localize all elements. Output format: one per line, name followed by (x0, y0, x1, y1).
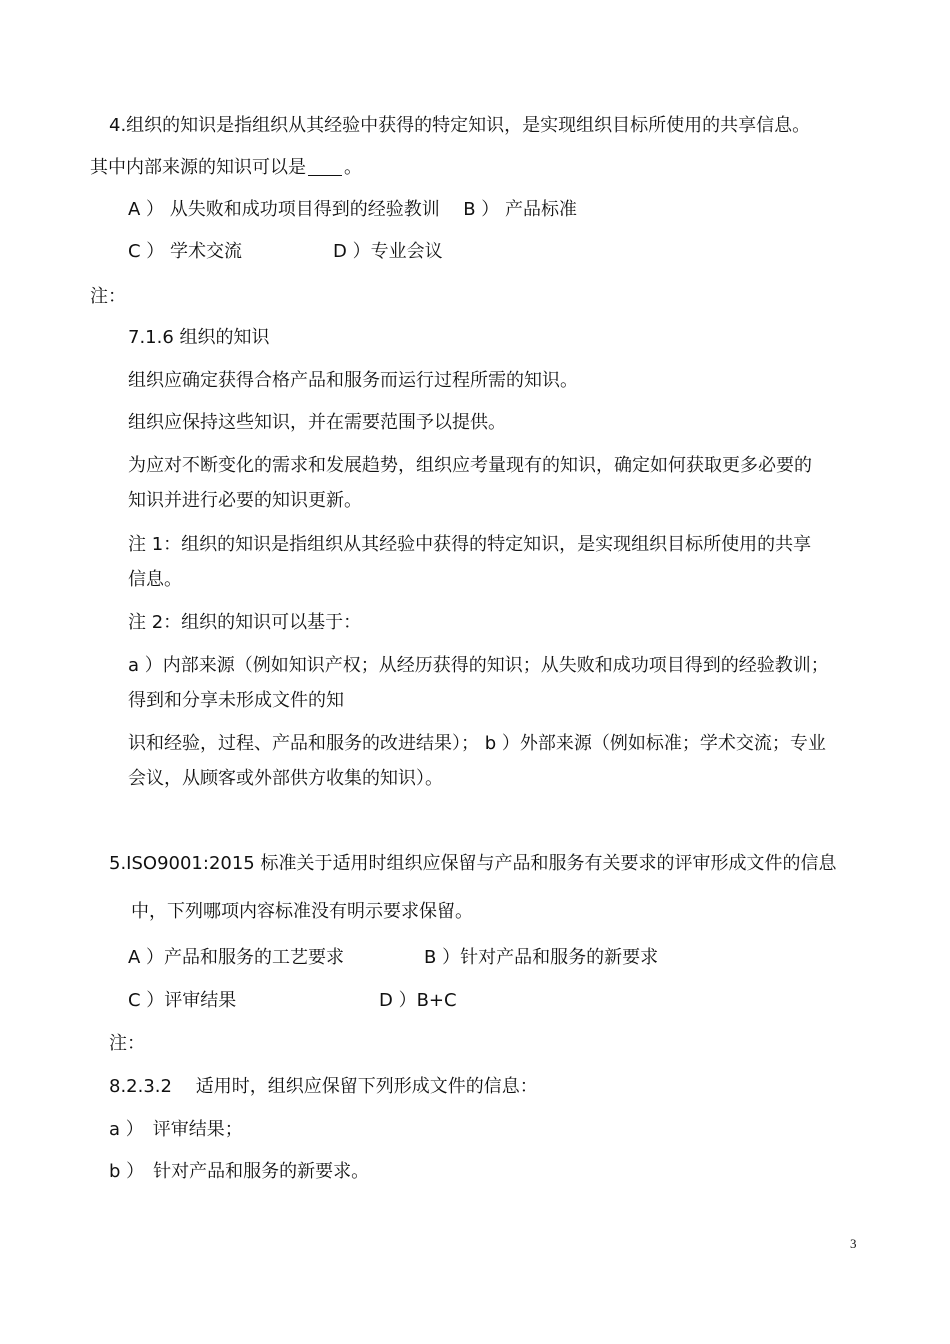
q4-option-b: B ） 产品标准 (463, 199, 578, 220)
q4-note2-a-line3: 识和经验，过程、产品和服务的改进结果）； b ）外部来源（例如标准；学术交流；专业 (128, 733, 826, 754)
q4-stem-line2 (90, 157, 362, 179)
q4-paragraph-2: 组织应保持这些知识，并在需要范围予以提供。 (128, 412, 506, 433)
q5-item-a: a ） 评审结果； (109, 1119, 243, 1140)
q4-note2-a-line2: 得到和分享未形成文件的知 (128, 690, 344, 711)
page-number: 3 (850, 1236, 857, 1251)
q5-clause: 8.2.3.2 适用时，组织应保留下列形成文件的信息： (109, 1076, 538, 1097)
q4-note2-a-line1: a ）内部来源（例如知识产权；从经历获得的知识；从失败和成功项目得到的经验教训； (128, 655, 829, 676)
q5-options-ab (128, 947, 658, 969)
q4-options-ab (128, 199, 577, 221)
q4-note2: 注 2：组织的知识可以基于： (128, 612, 362, 633)
q4-note-label: 注： (90, 286, 126, 307)
q4-note1-line1: 注 1：组织的知识是指组织从其经验中获得的特定知识，是实现组织目标所使用的共享 (128, 534, 812, 555)
q5-options-cd (128, 990, 457, 1012)
q5-option-b: B ）针对产品和服务的新要求 (424, 947, 659, 968)
q4-note2-a-line4: 会议，从顾客或外部供方收集的知识）。 (128, 768, 443, 789)
q4-clause-title: 7.1.6 组织的知识 (128, 327, 270, 348)
q5-stem-line1: 5.ISO9001:2015 标准关于适用时组织应保留与产品和服务有关要求的评审形成文件的信息 (109, 853, 837, 874)
q5-option-a: A ）产品和服务的工艺要求 (128, 947, 345, 968)
q4-paragraph-1: 组织应确定获得合格产品和服务而运行过程所需的知识。 (128, 370, 578, 391)
q4-option-d: D ）专业会议 (333, 241, 443, 262)
q4-paragraph-3-line2: 知识并进行必要的知识更新。 (128, 490, 362, 511)
q4-stem-line1: 4.组织的知识是指组织从其经验中获得的特定知识，是实现组织目标所使用的共享信息。 (109, 115, 811, 136)
q5-option-d: D ）B+C (379, 990, 457, 1011)
q4-note1-line2: 信息。 (128, 569, 182, 590)
q5-option-c: C ）评审结果 (128, 990, 237, 1011)
q4-paragraph-3-line1: 为应对不断变化的需求和发展趋势，组织应考量现有的知识，确定如何获取更多必要的 (128, 455, 812, 476)
q5-note-label: 注： (109, 1033, 145, 1054)
q4-options-cd (128, 241, 443, 263)
answer-blank (308, 157, 342, 176)
q4-stem-end: 。 (344, 157, 362, 178)
q4-option-a: A ） 从失败和成功项目得到的经验教训 (128, 199, 440, 220)
q5-item-b: b ） 针对产品和服务的新要求。 (109, 1161, 370, 1182)
q4-option-c: C ） 学术交流 (128, 241, 243, 262)
q5-stem-line2: 中，下列哪项内容标准没有明示要求保留。 (131, 901, 473, 922)
q4-stem-text: 其中内部来源的知识可以是 (90, 157, 306, 178)
